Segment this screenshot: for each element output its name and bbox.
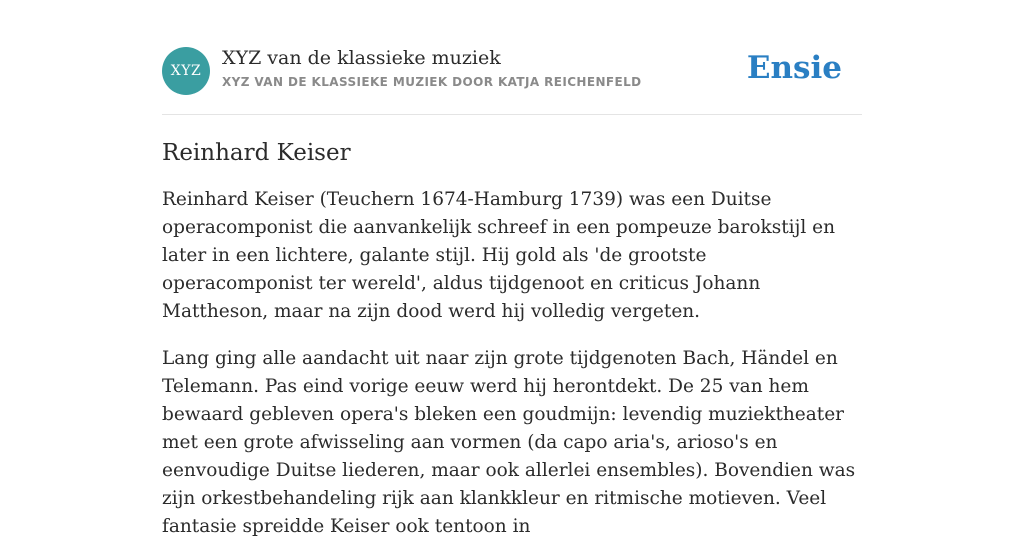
article-title: Reinhard Keiser	[162, 140, 351, 166]
site-avatar[interactable]: XYZ	[162, 47, 210, 95]
article	[162, 136, 862, 560]
site-subtitle: XYZ VAN DE KLASSIEKE MUZIEK DOOR KATJA REICHENFELD	[222, 75, 642, 89]
ensie-logo[interactable]: Ensie	[746, 50, 842, 86]
article-paragraph: Reinhard Keiser (Teuchern 1674-Hamburg 1739) was een Duitse operacomponist die aanvankelijk schreef in een pompeuze barokstijl en later in een lichtere, galante stijl. Hij gold als 'de grootste operacomponist ter wereld', aldus tijdgenoot en criticus Johann Mattheson, maar na zijn dood werd hij volledig vergeten.	[162, 189, 835, 322]
site-header	[162, 46, 862, 115]
article-paragraph: Lang ging alle aandacht uit naar zijn grote tijdgenoten Bach, Händel en Telemann. Pas eind vorige eeuw werd hij herontdekt. De 25 van hem bewaard gebleven opera's bleken een goudmijn: levendig muziektheater met een grote afwisseling aan vormen (da capo aria's, arioso's en eenvoudige Duitse liederen, maar ook allerlei ensembles). Bovendien was zijn orkestbehandeling rijk aan klankkleur en ritmische motieven. Veel fantasie spreidde Keiser ook tentoon in	[162, 348, 856, 537]
site-title[interactable]: XYZ van de klassieke muziek	[222, 47, 501, 69]
